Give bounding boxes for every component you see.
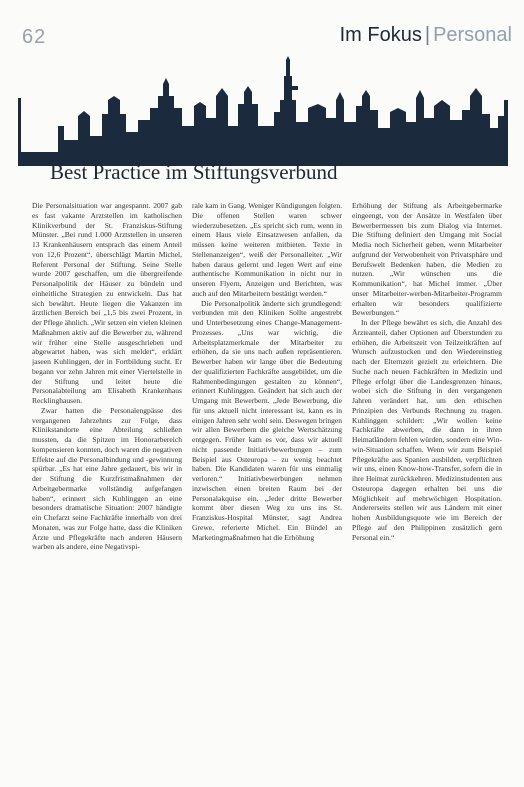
- paragraph: Zwar hatten die Personalengpässe des vergangenen Jahrzehnts zur Folge, dass Klinikstandorte eine Abteilung schließen mussten, da die Spitzen im Honorarbereich kompensieren konnten, doch waren die negativen Effekte auf die Personalbindung und -gewinnung spürbar. „Es hat eine Jahre gedauert, bis wir in der Stiftung die Kurzfristmaßnahmen der Arbeitgebermarke vollständig aufgefangen haben“, erinnert sich Kuhlinggen an eine besonders dramatische Situation: 2007 händigte ein Chefarzt seine Fachkräfte innerhalb von drei Monaten, was zur Folge hatte, dass die Kliniken Ärzte und Pflegekräfte nach anderen Häusern warben als andere, eine Negativspi-: [32, 405, 182, 552]
- city-skyline-illustration: [18, 56, 508, 166]
- text-column-2: [192, 201, 342, 766]
- running-head: [340, 24, 512, 47]
- page-number: 62: [22, 26, 47, 48]
- section-title: Im Fokus: [339, 24, 422, 46]
- paragraph: rale kam in Gang. Weniger Kündigungen folgten. Die offenen Stellen waren schwer wiederzubesetzen. „Es spricht sich rum, wenn in einem Haus viele Einsatzwesen anfallen, da müssen keine weiteren mitbieten. Texte in Stellenanzeigen“, weiß der Personalleiter. „Wir haben daraus gelernt und legen Wert auf eine authentische Kommunikation in nicht nur in unseren Flyern, Anzeigen und Berichten, was auch auf den Mitarbeitern bestätigt werden.“: [192, 201, 342, 298]
- paragraph: In der Pflege bewährt es sich, die Anzahl des Ärzteanteil, daher Optionen auf Überstunden zu erhöhen, die Arbeitszeit von Teilzeitkräften auf Wunsch aufzustocken und den Wiedereinstieg nach der Elternzeit gezielt zu erleichtern. Die Suche nach neuen Fachkräften in Medizin und Pflege erfolgt über die Landesgrenzen hinaus, wobei sich die Stiftung in den vergangenen Jahren verändert hat, um den ethischen Prinzipien des Verbunds Rechnung zu tragen. Kuhlinggen schildert: „Wir wollen keine Fachkräfte abwerben, die dann in ihren Heimatländern fehlen würden, sondern eine Win-win-Situation schaffen. Wenn wir zum Beispiel Pflegekräfte aus Spanien ausbilden, verpflichten wir uns, einen Know-how-Transfer, sofern die in ihre Heimat zurückkehren. Medizinstudenten aus Osteuropa dagegen erhalten bei uns die Möglichkeit auf mehrwöchigen Hospitation. Andererseits stellen wir aus Ländern mit einer hohen Ausbildungsquote wie im Bereich der Pflege auf den Philippinen zusätzlich gern Personal ein.“: [352, 318, 502, 542]
- article-body: [32, 201, 502, 766]
- paragraph: Die Personalpolitik änderte sich grundlegend: verbunden mit den Kliniken Sollte angestrebt und Unterbesetzung eines Change-Management-Prozesses. „Uns war wichtig, die Arbeitsplatzmerkmale der Mitarbeiter zu erhöhen, da sie uns nach außen repräsentieren. Bewerber haben wir lange über die Bedeutung der qualifizierten Fachkräfte ausgebildet, um die Rahmenbedingungen gestalten zu können“, erinnert Kuhlinggen. Geändert hat sich auch der Umgang mit Bewerbern. „Jede Bewerbung, die für uns aktuell nicht interessant ist, kann es in einigen Jahren sehr wohl sein. Deswegen bringen wir allen Bewerbern die gleiche Wertschätzung entgegen. Früher kam es vor, dass wir aktuell nicht passende Initiativbewerbungen – zum Beispiel aus Osteuropa – zu wenig beachtet haben. Die Kandidaten waren für uns einmalig verloren.“ Initiativbewerbungen nehmen inzwischen einen breiten Raum bei der Personalakquise ein. „Jeder dritte Bewerber kommt über diesen Weg zu uns ins St. Franziskus-Hospital Münster, sagt Andrea Grewe, referierte Michel. Ein Bündel an Marketingmaßnahmen hat die Erhöhung: [192, 298, 342, 542]
- paragraph: Die Personalsituation war angespannt. 2007 gab es fast vakante Arztstellen im katholischen Klinikverbund der St. Franziskus-Stiftung Münster. „Bei rund 1.000 Arztstellen in unseren 13 Krankenhäusern entsprach das einem Anteil von 12,6 Prozent“, überschlägt Martin Michel, Referent Personal der Stiftung. Seine Stelle wurde 2007 geschaffen, um die übergreifende Personalpolitik der Häuser zu bündeln und einheitliche Strategien zu entwickeln. Das hat sich bewährt. Heute liegen die Vakanzen im ärztlichen Bereich bei „1,5 bis zwei Prozent, in der Pflege ähnlich. „Wir setzen ein vielen kleinen Maßnahmen aktiv auf die Bewerber zu, während wir früher eine Stelle ausgeschrieben und abgewartet haben, was sich meldet“, erklärt jaseen Kuhlinggen, der in Fortbildung sucht. Er begann vor zehn Jahren mit einer Viertelstelle in der Stiftung und leitet heute die Personalabteilung am Elisabeth Krankenhaus Recklinghausen.: [32, 201, 182, 405]
- paragraph: Erhöhung der Stiftung als Arbeitgebermarke eingeengt, von der Ansätze in Westfalen über Bewerbermessen bis zum Dialog via Internet. Die Stiftung definiert den Umgang mit Social Media noch Sicherheit geben, wenn Mitarbeiter aufgrund der Verwobenheit von Privatsphäre und Berufswelt Bedenken haben, die Medien zu nutzen. „Wir wünschen uns die Kommunikation“, hat Michel immer. „Über unser Mitarbeiter-werben-Mitarbeiter-Programm erhalten wir besonders qualifizierte Bewerbungen.“: [352, 201, 502, 318]
- subsection-title: Personal: [433, 24, 512, 46]
- article-headline: Best Practice im Stiftungsverbund: [50, 160, 338, 184]
- separator: |: [424, 24, 431, 46]
- text-column-1: [32, 201, 182, 766]
- text-column-3: [352, 201, 502, 766]
